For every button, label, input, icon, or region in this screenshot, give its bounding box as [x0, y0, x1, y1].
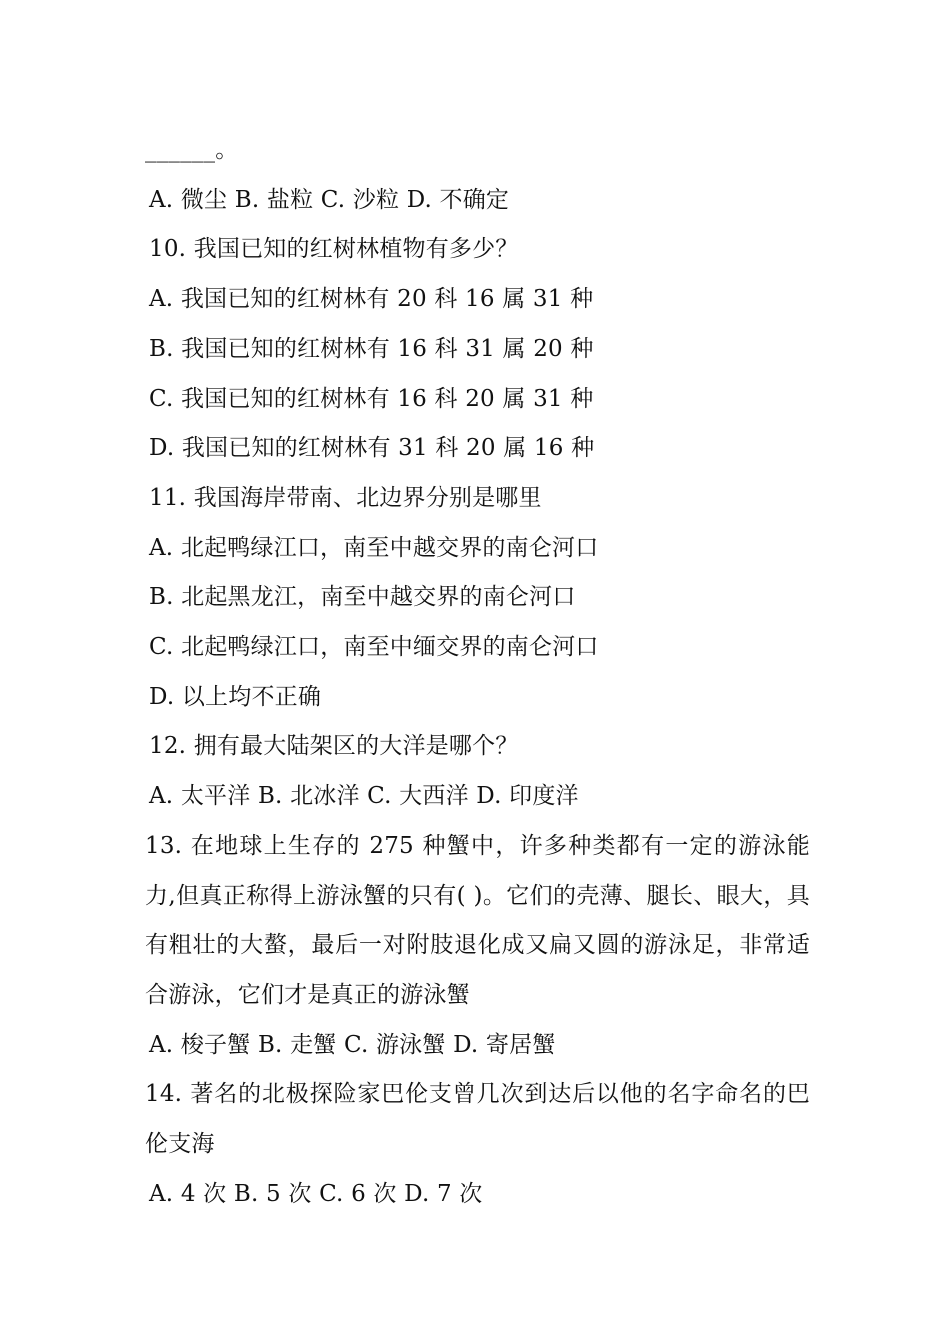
- q9-options: A. 微尘 B. 盐粒 C. 沙粒 D. 不确定: [149, 186, 510, 213]
- q12-question: 12. 拥有最大陆架区的大洋是哪个？: [149, 733, 519, 760]
- q13-options: A. 梭子蟹 B. 走蟹 C. 游泳蟹 D. 寄居蟹: [149, 1031, 556, 1058]
- q10-option-a: A. 我国已知的红树林有 20 科 16 属 31 种: [149, 286, 594, 313]
- q14-question: 14. 著名的北极探险家巴伦支曾几次到达后以他的名字命名的巴伦支海: [145, 1081, 810, 1158]
- document-content: [145, 126, 810, 1219]
- q12-options: A. 太平洋 B. 北冰洋 C. 大西洋 D. 印度洋: [149, 783, 579, 810]
- q10-option-c: C. 我国已知的红树林有 16 科 20 属 31 种: [149, 385, 594, 412]
- q11-option-c: C. 北起鸭绿江口，南至中缅交界的南仑河口: [149, 634, 599, 661]
- q14-options: A. 4 次 B. 5 次 C. 6 次 D. 7 次: [149, 1180, 483, 1207]
- q11-question: 11. 我国海岸带南、北边界分别是哪里: [149, 484, 542, 511]
- q10-question: 10. 我国已知的红树林植物有多少？: [149, 236, 519, 263]
- q10-option-d: D. 我国已知的红树林有 31 科 20 属 16 种: [149, 435, 595, 462]
- q13-question: 13. 在地球上生存的 275 种蟹中，许多种类都有一定的游泳能力,但真正称得上游泳蟹的只有( )。它们的壳薄、腿长、眼大，具有粗壮的大螯，最后一对附肢退化成又扁又圆的游泳足，非常适合游泳，它们才是真正的游泳蟹: [145, 832, 810, 1008]
- q11-option-d: D. 以上均不正确: [149, 683, 322, 710]
- q10-option-b: B. 我国已知的红树林有 16 科 31 属 20 种: [149, 335, 594, 362]
- q9-answer-blank: ______。: [145, 137, 239, 163]
- q11-option-b: B. 北起黑龙江，南至中越交界的南仑河口: [149, 584, 576, 611]
- q11-option-a: A. 北起鸭绿江口，南至中越交界的南仑河口: [149, 534, 599, 561]
